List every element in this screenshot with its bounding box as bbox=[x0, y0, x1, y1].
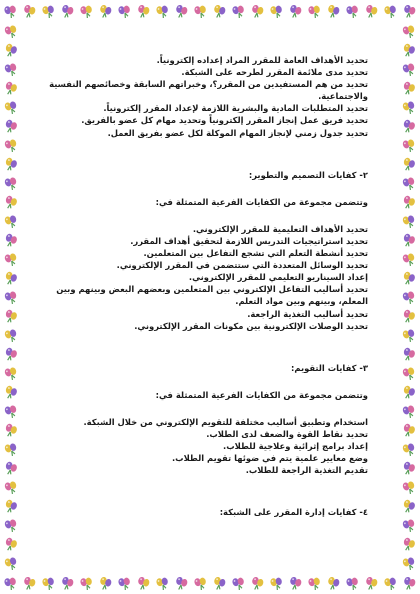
balloon-icon bbox=[4, 404, 19, 420]
balloon-icon bbox=[4, 100, 19, 116]
balloon-icon bbox=[4, 4, 18, 19]
balloon-icon bbox=[250, 4, 264, 19]
balloon-icon bbox=[232, 4, 246, 19]
balloon-icon bbox=[60, 4, 74, 19]
balloon-icon bbox=[402, 138, 417, 154]
balloon-icon bbox=[194, 4, 208, 19]
balloon-icon bbox=[402, 62, 417, 78]
paragraph-line: استخدام وتطبيق أساليب مختلفة للتقويم الإلكتروني من خلال الشبكة. bbox=[83, 416, 368, 427]
balloon-icon bbox=[3, 157, 18, 173]
balloon-icon bbox=[4, 252, 19, 268]
paragraph-line: تحديد جدول زمني لإنجاز المهام الموكلة لكل عضو بفريق العمل. bbox=[107, 127, 368, 138]
paragraph-line: تحديد الأهداف العامة للمقرر المراد إعداده إلكترونياً. bbox=[156, 55, 368, 65]
balloon-icon bbox=[174, 576, 188, 591]
decorative-border-bottom bbox=[0, 572, 420, 594]
balloon-icon bbox=[401, 81, 416, 97]
balloon-icon bbox=[174, 4, 188, 19]
balloon-icon bbox=[4, 328, 19, 344]
paragraph-line: تحديد أساليب التغذية الراجعة. bbox=[247, 308, 368, 319]
balloon-icon bbox=[270, 576, 284, 591]
document-body bbox=[40, 54, 368, 518]
balloon-icon bbox=[401, 347, 416, 363]
balloon-icon bbox=[402, 176, 417, 192]
paragraph-line: تحديد المتطلبات المادية والبشرية اللازمة لإعداد المقرر إلكترونياً. bbox=[103, 103, 368, 114]
paragraph-line: تحديد من هم المستفيدين من المقرر؟، وخبراتهم السابقة وخصائصهم النفسية bbox=[49, 79, 368, 90]
balloon-icon bbox=[402, 252, 417, 268]
section-4 bbox=[40, 506, 368, 518]
balloon-icon bbox=[80, 4, 94, 19]
paragraph-line: تحديد أنشطة التعلم التي تشجع التفاعل بين المتعلمين. bbox=[143, 248, 368, 259]
paragraph-line: تحديد استراتيجيات التدريس اللازمة لتحقيق أهداف المقرر. bbox=[130, 235, 368, 246]
section-heading: ٤- كفايات إدارة المقرر على الشبكة: bbox=[219, 507, 368, 518]
balloon-icon bbox=[4, 556, 19, 572]
balloon-icon bbox=[98, 4, 112, 19]
balloon-icon bbox=[4, 366, 19, 382]
balloon-icon bbox=[3, 537, 18, 553]
balloon-icon bbox=[156, 576, 170, 591]
balloon-icon bbox=[3, 43, 18, 59]
balloon-icon bbox=[401, 309, 416, 325]
balloon-icon bbox=[3, 423, 18, 439]
balloon-icon bbox=[402, 214, 417, 230]
balloon-icon bbox=[156, 4, 170, 19]
balloon-icon bbox=[288, 4, 302, 19]
balloon-icon bbox=[3, 81, 18, 97]
paragraph-line: وضع معايير علمية يتم في ضوئها تقويم الطلاب. bbox=[171, 453, 368, 464]
balloon-icon bbox=[270, 4, 284, 19]
balloon-icon bbox=[250, 576, 264, 591]
balloon-icon bbox=[402, 404, 417, 420]
section-intro: وتتضمن مجموعة من الكفايات الفرعية المتمثلة في: bbox=[155, 389, 368, 400]
balloon-icon bbox=[401, 537, 416, 553]
balloon-icon bbox=[4, 176, 19, 192]
balloon-icon bbox=[212, 4, 226, 19]
balloon-icon bbox=[3, 195, 18, 211]
balloon-icon bbox=[384, 576, 398, 591]
paragraph-line: إعداد السيناريو التعليمي للمقرر الإلكتروني. bbox=[188, 272, 368, 283]
balloon-icon bbox=[3, 461, 18, 477]
balloon-icon bbox=[402, 442, 417, 458]
balloon-icon bbox=[4, 480, 19, 496]
balloon-icon bbox=[288, 576, 302, 591]
decorative-border-top bbox=[0, 0, 420, 22]
balloon-icon bbox=[402, 518, 417, 534]
paragraph-line: تحديد نقاط القوة والضعف لدى الطلاب. bbox=[206, 428, 368, 439]
balloon-icon bbox=[212, 576, 226, 591]
balloon-icon bbox=[364, 576, 378, 591]
balloon-icon bbox=[308, 576, 322, 591]
balloon-icon bbox=[402, 480, 417, 496]
balloon-icon bbox=[4, 24, 19, 40]
balloon-icon bbox=[401, 385, 416, 401]
balloon-icon bbox=[4, 138, 19, 154]
balloon-icon bbox=[402, 576, 416, 591]
balloon-icon bbox=[401, 233, 416, 249]
balloon-icon bbox=[136, 576, 150, 591]
section-1 bbox=[40, 54, 368, 139]
balloon-icon bbox=[402, 290, 417, 306]
balloon-icon bbox=[401, 157, 416, 173]
balloon-icon bbox=[3, 347, 18, 363]
balloon-icon bbox=[118, 576, 132, 591]
paragraph-line: المعلم، وبينهم وبين مواد التعلم. bbox=[235, 296, 368, 307]
balloon-icon bbox=[98, 576, 112, 591]
balloon-icon bbox=[402, 24, 417, 40]
balloon-icon bbox=[3, 385, 18, 401]
balloon-icon bbox=[401, 499, 416, 515]
balloon-icon bbox=[4, 214, 19, 230]
paragraph-line: تحديد أساليب التفاعل الإلكتروني بين المتعلمين وبعضهم البعض وبينهم وبين bbox=[56, 284, 368, 295]
section-heading: ٣- كفايات التقويم: bbox=[291, 362, 368, 373]
balloon-icon bbox=[401, 43, 416, 59]
balloon-icon bbox=[346, 576, 360, 591]
balloon-icon bbox=[364, 4, 378, 19]
balloon-icon bbox=[80, 576, 94, 591]
paragraph-line: تحديد مدى ملائمة المقرر لطرحه على الشبكة. bbox=[181, 67, 368, 78]
balloon-icon bbox=[401, 119, 416, 135]
balloon-icon bbox=[136, 4, 150, 19]
balloon-icon bbox=[401, 461, 416, 477]
paragraph-line: إعداد برامج إثرائية وعلاجية للطلاب. bbox=[223, 441, 368, 452]
balloon-icon bbox=[326, 4, 340, 19]
balloon-icon bbox=[4, 62, 19, 78]
balloon-icon bbox=[232, 576, 246, 591]
paragraph-line: تحديد فريق عمل إنجاز المقرر إلكترونياً وتحديد مهام كل عضو بالفريق. bbox=[81, 115, 368, 126]
balloon-icon bbox=[3, 271, 18, 287]
balloon-icon bbox=[3, 309, 18, 325]
balloon-icon bbox=[401, 423, 416, 439]
balloon-icon bbox=[326, 576, 340, 591]
balloon-icon bbox=[308, 4, 322, 19]
balloon-icon bbox=[402, 328, 417, 344]
balloon-icon bbox=[22, 4, 36, 19]
balloon-icon bbox=[3, 499, 18, 515]
balloon-icon bbox=[4, 442, 19, 458]
balloon-icon bbox=[346, 4, 360, 19]
balloon-icon bbox=[402, 4, 416, 19]
balloon-icon bbox=[402, 100, 417, 116]
section-2 bbox=[40, 169, 368, 332]
balloon-icon bbox=[4, 576, 18, 591]
balloon-icon bbox=[42, 4, 56, 19]
paragraph-line: تقديم التغذية الراجعة للطلاب. bbox=[245, 465, 368, 476]
balloon-icon bbox=[60, 576, 74, 591]
balloon-icon bbox=[401, 271, 416, 287]
balloon-icon bbox=[401, 195, 416, 211]
balloon-icon bbox=[384, 4, 398, 19]
paragraph-line: تحديد الوصلات الإلكترونية بين مكونات المقرر الإلكتروني. bbox=[134, 320, 368, 331]
paragraph-line: تحديد الأهداف التعليمية للمقرر الإلكتروني. bbox=[192, 223, 368, 234]
balloon-icon bbox=[3, 233, 18, 249]
paragraph-line: تحديد الوسائل المتعددة التي ستتضمن في المقرر الإلكتروني. bbox=[116, 260, 368, 271]
balloon-icon bbox=[402, 556, 417, 572]
balloon-icon bbox=[4, 290, 19, 306]
balloon-icon bbox=[22, 576, 36, 591]
decorative-border-left bbox=[0, 18, 22, 576]
balloon-icon bbox=[118, 4, 132, 19]
balloon-icon bbox=[402, 366, 417, 382]
paragraph-line: والاجتماعية. bbox=[318, 91, 368, 102]
section-heading: ٢- كفايات التصميم والتطوير: bbox=[248, 169, 368, 180]
section-intro: وتتضمن مجموعة من الكفايات الفرعية المتمثلة في: bbox=[155, 196, 368, 207]
balloon-icon bbox=[194, 576, 208, 591]
section-3 bbox=[40, 362, 368, 477]
balloon-icon bbox=[3, 119, 18, 135]
balloon-icon bbox=[42, 576, 56, 591]
balloon-icon bbox=[4, 518, 19, 534]
decorative-border-right bbox=[398, 18, 420, 576]
